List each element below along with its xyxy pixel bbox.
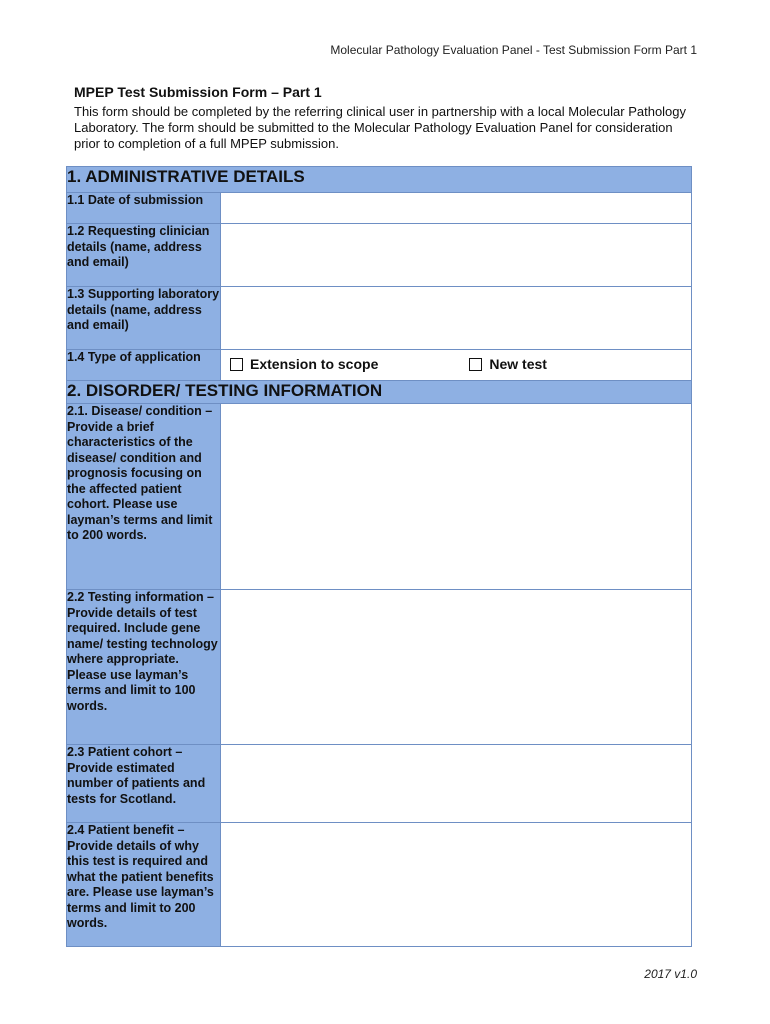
extension-to-scope-checkbox[interactable]	[230, 358, 243, 371]
extension-to-scope-label: Extension to scope	[250, 356, 379, 372]
supporting-laboratory-field[interactable]	[221, 287, 692, 350]
new-test-label: New test	[489, 356, 547, 372]
intro-paragraph: This form should be completed by the referring clinical user in partnership with a local Molecular Pathology Laboratory. The form should be submitted to the Molecular Pathology Evaluation Panel for consideration prior to completion of a full MPEP submission.	[74, 104, 687, 151]
new-test-checkbox[interactable]	[469, 358, 482, 371]
label-patient-benefit: 2.4 Patient benefit – Provide details of why this test is required and what the patient benefits are. Please use layman’s terms and limit to 200 words.	[67, 823, 221, 947]
form-title: MPEP Test Submission Form – Part 1	[74, 84, 322, 100]
type-of-application-field	[221, 350, 692, 381]
label-disease-condition: 2.1. Disease/ condition – Provide a brief characteristics of the disease/ condition and prognosis focusing on the affected patient cohort. Please use layman’s terms and limit to 200 words.	[67, 404, 221, 590]
label-supporting-laboratory: 1.3 Supporting laboratory details (name, address and email)	[67, 287, 221, 350]
section-1-heading: 1. ADMINISTRATIVE DETAILS	[67, 167, 692, 193]
submission-form-table	[66, 166, 692, 947]
version-footer: 2017 v1.0	[644, 967, 697, 981]
label-patient-cohort: 2.3 Patient cohort – Provide estimated number of patients and tests for Scotland.	[67, 745, 221, 823]
running-header: Molecular Pathology Evaluation Panel - Test Submission Form Part 1	[330, 43, 697, 57]
label-date-of-submission: 1.1 Date of submission	[67, 193, 221, 224]
label-requesting-clinician: 1.2 Requesting clinician details (name, address and email)	[67, 224, 221, 287]
requesting-clinician-field[interactable]	[221, 224, 692, 287]
label-testing-information: 2.2 Testing information – Provide details of test required. Include gene name/ testing technology where appropriate. Please use layman’s terms and limit to 100 words.	[67, 590, 221, 745]
date-of-submission-field[interactable]	[221, 193, 692, 224]
patient-cohort-field[interactable]	[221, 745, 692, 823]
disease-condition-field[interactable]	[221, 404, 692, 590]
section-2-heading: 2. DISORDER/ TESTING INFORMATION	[67, 381, 692, 404]
patient-benefit-field[interactable]	[221, 823, 692, 947]
label-type-of-application: 1.4 Type of application	[67, 350, 221, 381]
testing-information-field[interactable]	[221, 590, 692, 745]
